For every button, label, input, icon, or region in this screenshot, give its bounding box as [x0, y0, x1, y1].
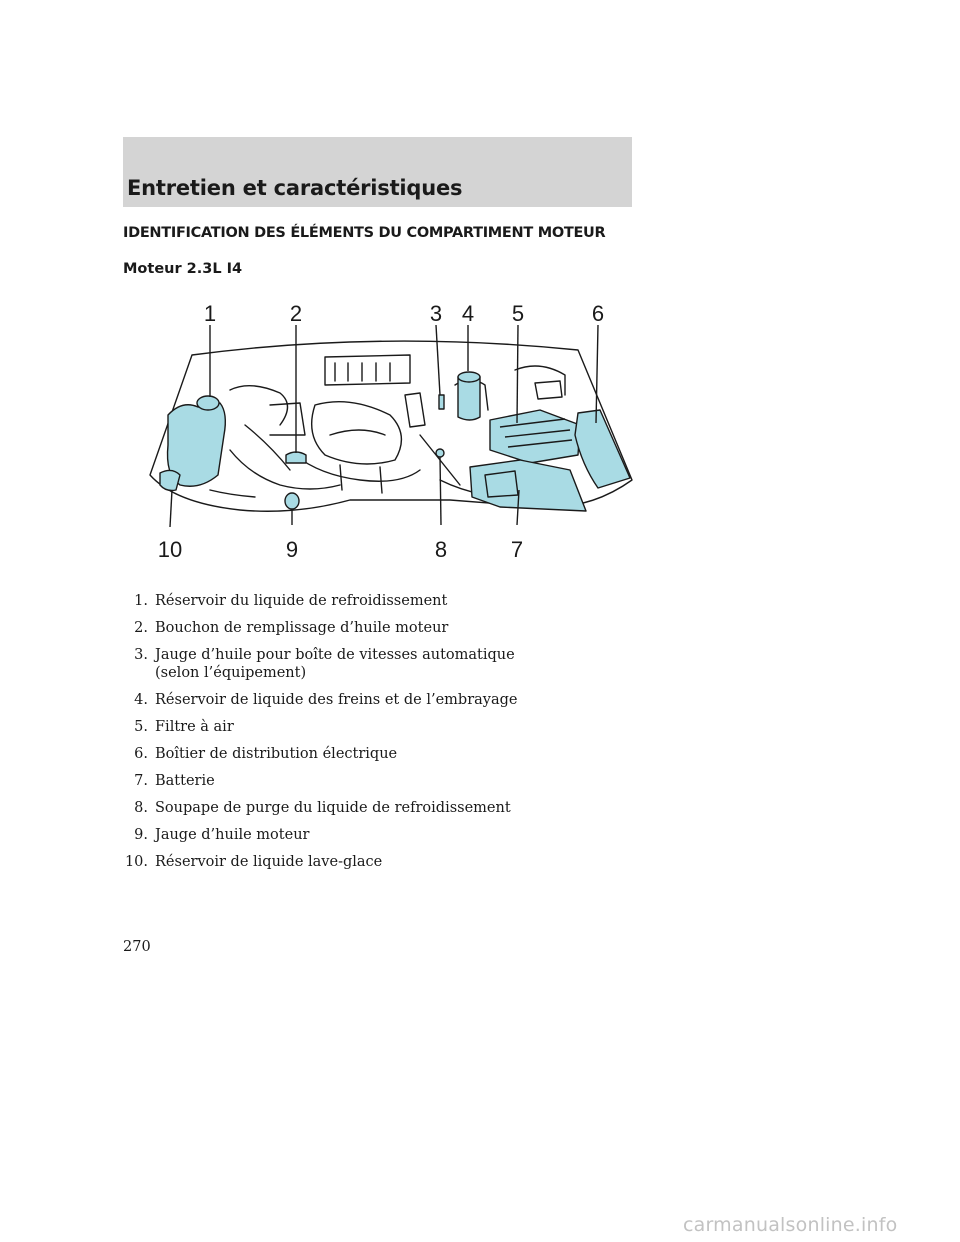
legend-text: Jauge d’huile moteur [155, 827, 310, 843]
callout-7: 7 [510, 537, 524, 562]
legend-item [110, 646, 555, 682]
air-filter [490, 410, 580, 463]
callout-10: 10 [157, 537, 183, 562]
legend-number: 8. [134, 800, 148, 816]
intake-manifold [325, 355, 410, 385]
legend-text: Réservoir de liquide lave-glace [155, 854, 383, 870]
legend-text: Soupape de purge du liquide de refroidissement [155, 800, 511, 816]
washer-reservoir [160, 470, 180, 490]
legend-number: 9. [134, 827, 148, 843]
legend-text: Réservoir du liquide de refroidissement [155, 593, 448, 609]
legend-number: 4. [134, 692, 148, 708]
legend-text: Boîtier de distribution électrique [155, 746, 398, 762]
brake-fluid-cap [458, 372, 480, 382]
page-number: 270 [123, 939, 151, 955]
legend-text: Jauge d’huile pour boîte de vitesses automatique (selon l’équipement) [155, 647, 515, 681]
engine-block [312, 402, 402, 464]
callout-5: 5 [511, 301, 525, 326]
legend-item [110, 691, 555, 709]
oil-fill-cap [286, 452, 306, 463]
legend-item [110, 853, 555, 871]
legend-number: 3. [134, 647, 148, 663]
legend-item [110, 745, 555, 763]
legend-text: Réservoir de liquide des freins et de l’embrayage [155, 692, 518, 708]
legend-number: 7. [134, 773, 148, 789]
power-distribution-box [575, 410, 630, 488]
callout-4: 4 [461, 301, 475, 326]
legend-item [110, 799, 555, 817]
section-heading: IDENTIFICATION DES ÉLÉMENTS DU COMPARTIMENT MOTEUR [123, 225, 606, 241]
legend-number: 5. [134, 719, 148, 735]
engine-compartment-diagram [120, 285, 640, 575]
callout-2: 2 [289, 301, 303, 326]
engine-subheading: Moteur 2.3L I4 [123, 261, 243, 277]
legend-text: Filtre à air [155, 719, 234, 735]
page-title: Entretien et caractéristiques [127, 176, 463, 200]
legend-number: 10. [124, 854, 148, 870]
legend-number: 6. [134, 746, 148, 762]
legend-item [110, 592, 555, 610]
callout-1: 1 [203, 301, 217, 326]
legend-number: 1. [134, 593, 148, 609]
legend-item [110, 718, 555, 736]
legend-text: Batterie [155, 773, 215, 789]
legend-item [110, 772, 555, 790]
oil-dipstick [285, 493, 299, 509]
callout-3: 3 [429, 301, 443, 326]
watermark: carmanualsonline.info [683, 1214, 898, 1236]
callout-8: 8 [434, 537, 448, 562]
coolant-bleed-valve [436, 449, 444, 457]
component-legend [110, 592, 555, 880]
legend-text: Bouchon de remplissage d’huile moteur [155, 620, 449, 636]
legend-item [110, 826, 555, 844]
transmission-dipstick [439, 395, 444, 409]
legend-item [110, 619, 555, 637]
callout-9: 9 [285, 537, 299, 562]
coolant-cap [197, 396, 219, 410]
callout-6: 6 [591, 301, 605, 326]
legend-number: 2. [134, 620, 148, 636]
